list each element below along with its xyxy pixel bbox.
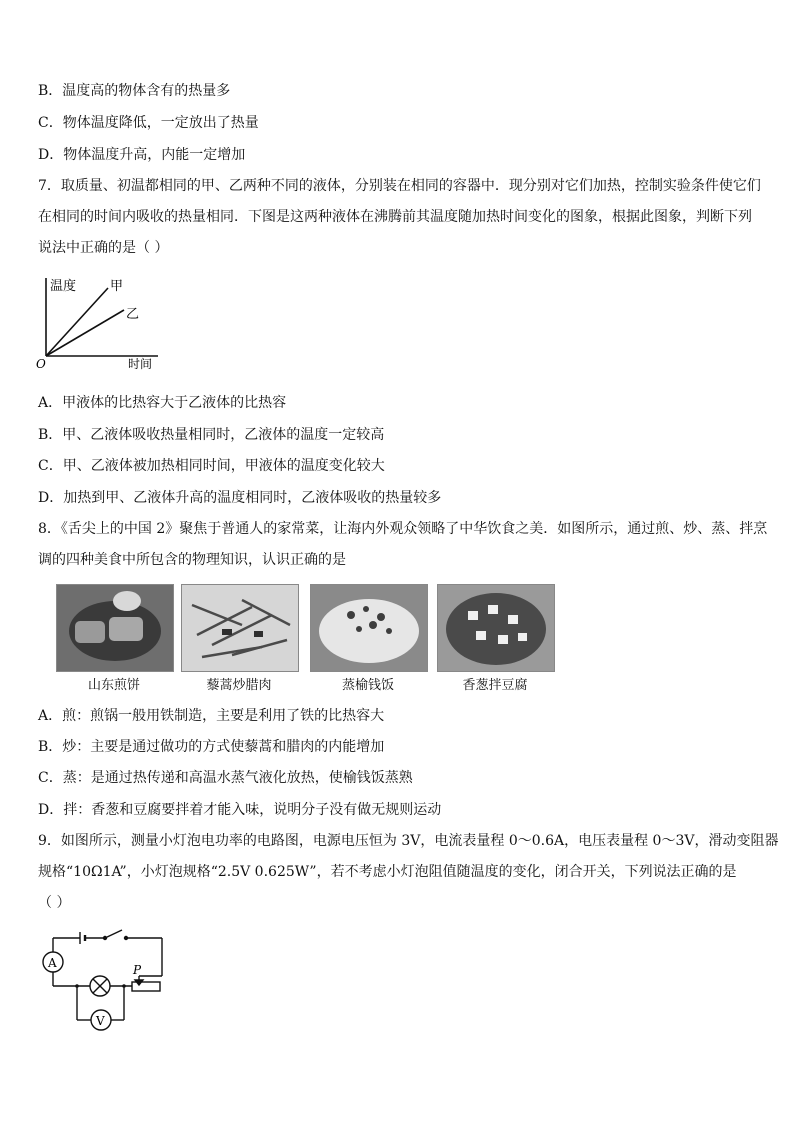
photo-steamed-elm-seed-rice	[310, 584, 428, 672]
q8-option-c: C．蒸：是通过热传递和高温水蒸气液化放热，使榆钱饭蒸熟	[38, 770, 413, 786]
line-label-jia: 甲	[110, 279, 124, 294]
q7-stem-line2: 在相同的时间内吸收的热量相同．下图是这两种液体在沸腾前其温度随加热时间变化的图象，根据此图象，判断下列	[38, 209, 752, 225]
slider-label: P	[133, 963, 142, 977]
q6-option-b: B．温度高的物体含有的热量多	[38, 83, 231, 99]
q9-stem-line3: （ ）	[38, 895, 71, 911]
q7-stem-line3: 说法中正确的是（ ）	[38, 240, 169, 256]
origin-label: O	[36, 357, 46, 370]
x-axis-label: 时间	[128, 357, 153, 370]
temperature-time-graph	[34, 270, 164, 370]
q9-stem-line1: 9．如图所示，测量小灯泡电功率的电路图，电源电压恒为 3V，电流表量程 0～0.6A，电压表量程 0～3V，滑动变阻器	[38, 833, 779, 849]
q8-option-b: B．炒：主要是通过做功的方式使藜蒿和腊肉的内能增加	[38, 739, 385, 755]
q7-option-a: A．甲液体的比热容大于乙液体的比热容	[38, 395, 287, 411]
q7-option-b: B．甲、乙液体吸收热量相同时，乙液体的温度一定较高	[38, 427, 385, 443]
photo-tofu-with-scallion	[437, 584, 555, 672]
photo-caption-2: 藜蒿炒腊肉	[206, 678, 272, 693]
q8-option-d: D．拌：香葱和豆腐要拌着才能入味，说明分子没有做无规则运动	[38, 802, 442, 818]
q6-option-d: D．物体温度升高，内能一定增加	[38, 147, 246, 163]
q7-option-d: D．加热到甲、乙液体升高的温度相同时，乙液体吸收的热量较多	[38, 490, 442, 506]
q8-stem-line2: 调的四种美食中所包含的物理知识，认识正确的是	[38, 552, 346, 568]
q7-option-c: C．甲、乙液体被加热相同时间，甲液体的温度变化较大	[38, 458, 385, 474]
q8-option-a: A．煎：煎锅一般用铁制造，主要是利用了铁的比热容大	[38, 708, 385, 724]
ammeter-label: A	[48, 956, 57, 970]
circuit-diagram	[36, 926, 176, 1036]
q9-stem-line2: 规格“10Ω1A”，小灯泡规格“2.5V 0.625W”，若不考虑小灯泡阻值随温度的变化，闭合开关，下列说法正确的是	[38, 864, 737, 880]
photo-caption-4: 香葱拌豆腐	[462, 678, 528, 693]
photo-caption-1: 山东煎饼	[87, 678, 140, 693]
photo-shandong-pancake	[56, 584, 174, 672]
voltmeter-label: V	[96, 1014, 105, 1028]
y-axis-label: 温度	[50, 279, 77, 294]
q8-stem-line1: 8．《舌尖上的中国 2》聚焦于普通人的家常菜，让海内外观众领略了中华饮食之美．如图所示，通过煎、炒、蒸、拌烹	[38, 521, 768, 537]
graph-line-yi	[46, 310, 124, 356]
line-label-yi: 乙	[126, 307, 140, 322]
q6-option-c: C．物体温度降低，一定放出了热量	[38, 115, 259, 131]
graph-line-jia	[46, 288, 108, 356]
switch-blade	[105, 930, 122, 938]
photo-stir-fried-artemisia-bacon	[181, 584, 299, 672]
q7-stem-line1: 7．取质量、初温都相同的甲、乙两种不同的液体，分别装在相同的容器中．现分别对它们加热，控制实验条件使它们	[38, 178, 761, 194]
photo-caption-3: 蒸榆钱饭	[341, 678, 394, 693]
